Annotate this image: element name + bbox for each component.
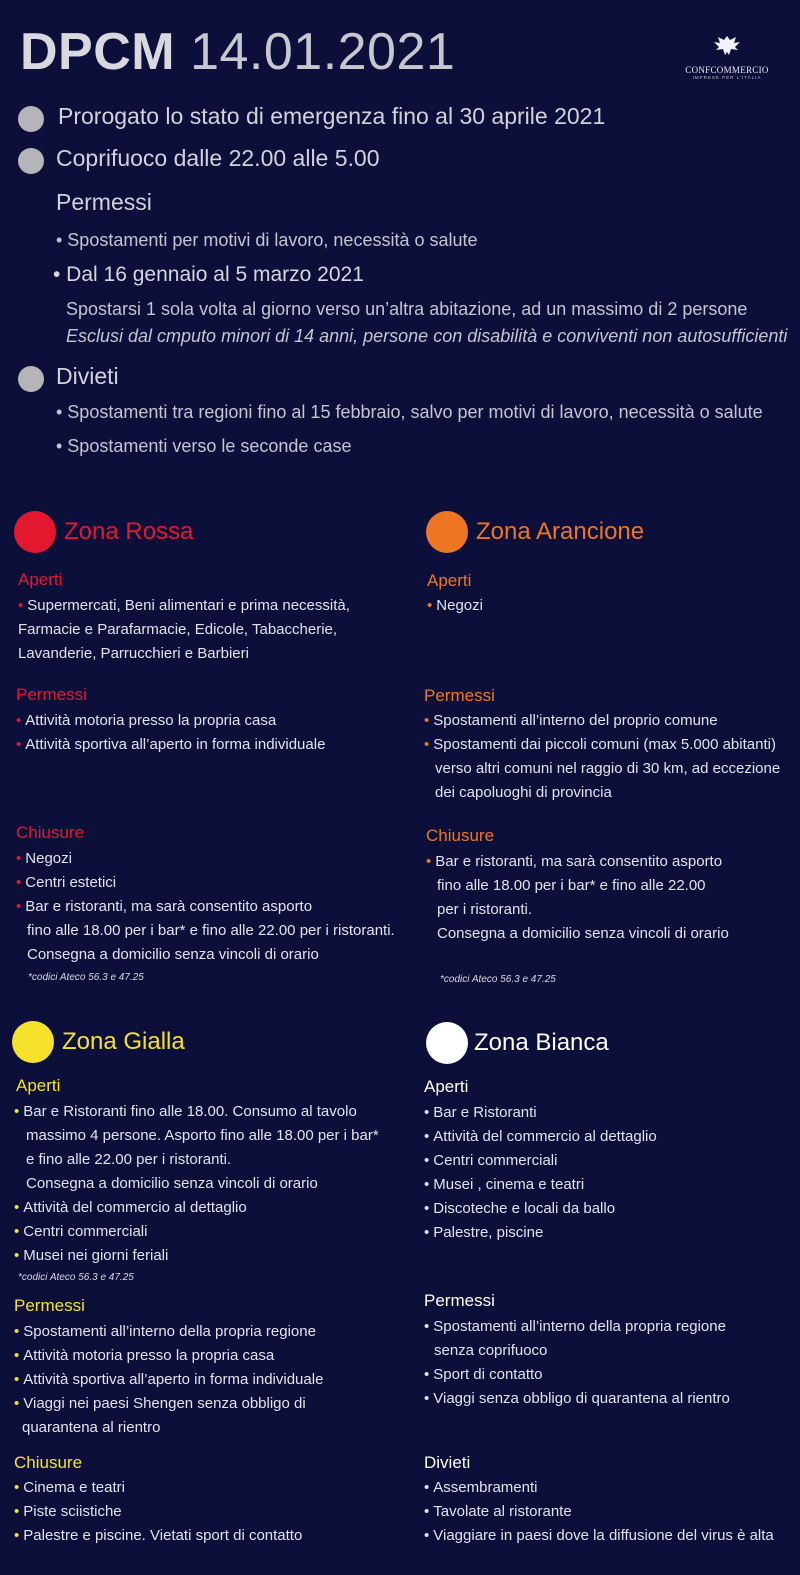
gialla-chiusure-list xyxy=(14,1476,404,1548)
list-item: • Attività motoria presso la propria casa xyxy=(16,712,277,729)
permesso-item: • Spostamenti per motivi di lavoro, necessità o salute xyxy=(56,230,478,250)
list-item: • Palestre, piscine xyxy=(424,1224,544,1241)
list-item: • Palestre e piscine. Vietati sport di contatto xyxy=(14,1527,303,1544)
arancione-ateco-note: *codici Ateco 56.3 e 47.25 xyxy=(440,974,556,985)
zona-bianca-dot-icon xyxy=(426,1022,468,1064)
permesso-note: Esclusi dal cmputo minori di 14 anni, persone con disabilità e conviventi non autosufficienti xyxy=(66,326,788,346)
gialla-aperti-label: Aperti xyxy=(16,1076,61,1095)
list-item: • Spostamenti all’interno della propria regione xyxy=(14,1323,316,1340)
list-item: • Viaggiare in paesi dove la diffusione del virus è alta xyxy=(424,1527,774,1544)
list-item: • Attività sportiva all’aperto in forma individuale xyxy=(16,736,326,753)
list-item-continued: verso altri comuni nel raggio di 30 km, ad eccezione xyxy=(435,760,781,777)
divieto-item: • Spostamenti verso le seconde case xyxy=(56,436,352,456)
list-item: • Bar e ristoranti, ma sarà consentito asporto xyxy=(16,898,313,915)
list-item-continued: e fino alle 22.00 per i ristoranti. xyxy=(26,1151,232,1168)
arancione-permessi-label: Permessi xyxy=(424,686,495,705)
arancione-chiusure-list xyxy=(426,850,786,946)
gialla-permessi-label: Permessi xyxy=(14,1296,85,1315)
permesso-detail: Spostarsi 1 sola volta al giorno verso un’altra abitazione, ad un massimo di 2 persone xyxy=(66,299,748,319)
list-item-continued: per i ristoranti. xyxy=(437,901,533,918)
zona-rossa-title: Zona Rossa xyxy=(64,518,194,545)
confcommercio-logo xyxy=(678,34,776,80)
list-item-continued: Consegna a domicilio senza vincoli di orario xyxy=(27,946,319,963)
bianca-permessi-list xyxy=(424,1315,784,1411)
zona-arancione-title: Zona Arancione xyxy=(476,518,645,545)
bianca-permessi-label: Permessi xyxy=(424,1291,495,1310)
divieto-item: • Spostamenti tra regioni fino al 15 febbraio, salvo per motivi di lavoro, necessità o salute xyxy=(56,402,763,422)
list-item: • Attività del commercio al dettaglio xyxy=(424,1128,657,1145)
list-item: • Spostamenti all’interno del proprio comune xyxy=(424,712,718,729)
zona-rossa-dot-icon xyxy=(14,511,56,553)
zona-gialla-dot-icon xyxy=(12,1021,54,1063)
bianca-divieti-list xyxy=(424,1476,794,1548)
list-item: • Negozi xyxy=(16,850,72,867)
list-item: • Bar e Ristoranti fino alle 18.00. Consumo al tavolo xyxy=(14,1103,357,1120)
list-item-continued: fino alle 18.00 per i bar* e fino alle 22.00 xyxy=(437,877,706,894)
permessi-heading: Permessi xyxy=(56,189,152,215)
arancione-permessi-list xyxy=(424,709,784,805)
arancione-aperti-list xyxy=(427,594,483,618)
list-item: • Spostamenti dai piccoli comuni (max 5.000 abitanti) xyxy=(424,736,776,753)
list-item-continued: massimo 4 persone. Asporto fino alle 18.00 per i bar* xyxy=(26,1127,379,1144)
list-item-continued: quarantena al rientro xyxy=(22,1419,161,1436)
zona-gialla-title: Zona Gialla xyxy=(62,1028,185,1055)
curfew-text: Coprifuoco dalle 22.00 alle 5.00 xyxy=(56,145,380,171)
list-item: • Centri estetici xyxy=(16,874,117,891)
title-date: 14.01.2021 xyxy=(190,23,456,81)
gialla-permessi-list xyxy=(14,1320,404,1440)
bianca-divieti-label: Divieti xyxy=(424,1453,471,1472)
list-item: • Discoteche e locali da ballo xyxy=(424,1200,616,1217)
eagle-icon xyxy=(712,34,742,58)
list-item-continued: senza coprifuoco xyxy=(434,1342,548,1359)
page-title xyxy=(20,22,455,82)
rossa-ateco-note: *codici Ateco 56.3 e 47.25 xyxy=(28,972,144,983)
bullet-dot-icon xyxy=(18,106,44,132)
arancione-chiusure-label: Chiusure xyxy=(426,826,495,845)
list-item: • Sport di contatto xyxy=(424,1366,543,1383)
list-item-continued: fino alle 18.00 per i bar* e fino alle 22.00 per i ristoranti. xyxy=(27,922,395,939)
gialla-ateco-note: *codici Ateco 56.3 e 47.25 xyxy=(18,1272,134,1283)
gialla-chiusure-label: Chiusure xyxy=(14,1453,83,1472)
list-item-continued: Lavanderie, Parrucchieri e Barbieri xyxy=(18,645,249,662)
emergency-extension-text: Prorogato lo stato di emergenza fino al 30 aprile 2021 xyxy=(58,103,606,129)
list-item: • Musei nei giorni feriali xyxy=(14,1247,169,1264)
list-item: • Attività motoria presso la propria casa xyxy=(14,1347,275,1364)
title-strong: DPCM xyxy=(20,23,176,81)
list-item: • Piste sciistiche xyxy=(14,1503,122,1520)
list-item: • Attività sportiva all’aperto in forma individuale xyxy=(14,1371,324,1388)
list-item: • Viaggi senza obbligo di quarantena al rientro xyxy=(424,1390,730,1407)
logo-text: CONFCOMMERCIO xyxy=(685,65,769,75)
rossa-chiusure-label: Chiusure xyxy=(16,823,85,842)
zona-arancione-dot-icon xyxy=(426,511,468,553)
list-item: • Assembramenti xyxy=(424,1479,538,1496)
list-item: • Attività del commercio al dettaglio xyxy=(14,1199,247,1216)
list-item-continued: Consegna a domicilio senza vincoli di orario xyxy=(437,925,729,942)
rossa-permessi-label: Permessi xyxy=(16,685,87,704)
list-item: • Bar e Ristoranti xyxy=(424,1104,537,1121)
list-item: • Centri commerciali xyxy=(424,1152,558,1169)
bullet-dot-icon xyxy=(18,366,44,392)
divieti-heading: Divieti xyxy=(56,363,119,389)
logo-subtext: IMPRESE PER L'ITALIA xyxy=(692,75,762,80)
rossa-chiusure-list xyxy=(16,847,411,967)
rossa-aperti-list xyxy=(18,594,408,666)
list-item-continued: Farmacie e Parafarmacie, Edicole, Tabaccherie, xyxy=(18,621,338,638)
list-item: • Musei , cinema e teatri xyxy=(424,1176,585,1193)
list-item: • Negozi xyxy=(427,597,483,614)
list-item: • Spostamenti all’interno della propria regione xyxy=(424,1318,726,1335)
list-item: • Supermercati, Beni alimentari e prima necessità, xyxy=(18,597,350,614)
list-item: • Cinema e teatri xyxy=(14,1479,125,1496)
bianca-aperti-label: Aperti xyxy=(424,1077,469,1096)
gialla-aperti-list xyxy=(14,1100,404,1268)
list-item: • Bar e ristoranti, ma sarà consentito asporto xyxy=(426,853,723,870)
arancione-aperti-label: Aperti xyxy=(427,571,472,590)
list-item: • Tavolate al ristorante xyxy=(424,1503,572,1520)
permesso-dates-item: • Dal 16 gennaio al 5 marzo 2021 xyxy=(53,263,364,286)
list-item: • Centri commerciali xyxy=(14,1223,148,1240)
rossa-permessi-list xyxy=(16,709,406,757)
list-item: • Viaggi nei paesi Shengen senza obbligo di xyxy=(14,1395,306,1412)
list-item-continued: dei capoluoghi di provincia xyxy=(435,784,612,801)
zona-bianca-title: Zona Bianca xyxy=(474,1029,609,1056)
bullet-dot-icon xyxy=(18,148,44,174)
bianca-aperti-list xyxy=(424,1101,784,1245)
list-item-continued: Consegna a domicilio senza vincoli di orario xyxy=(26,1175,318,1192)
rossa-aperti-label: Aperti xyxy=(18,570,63,589)
